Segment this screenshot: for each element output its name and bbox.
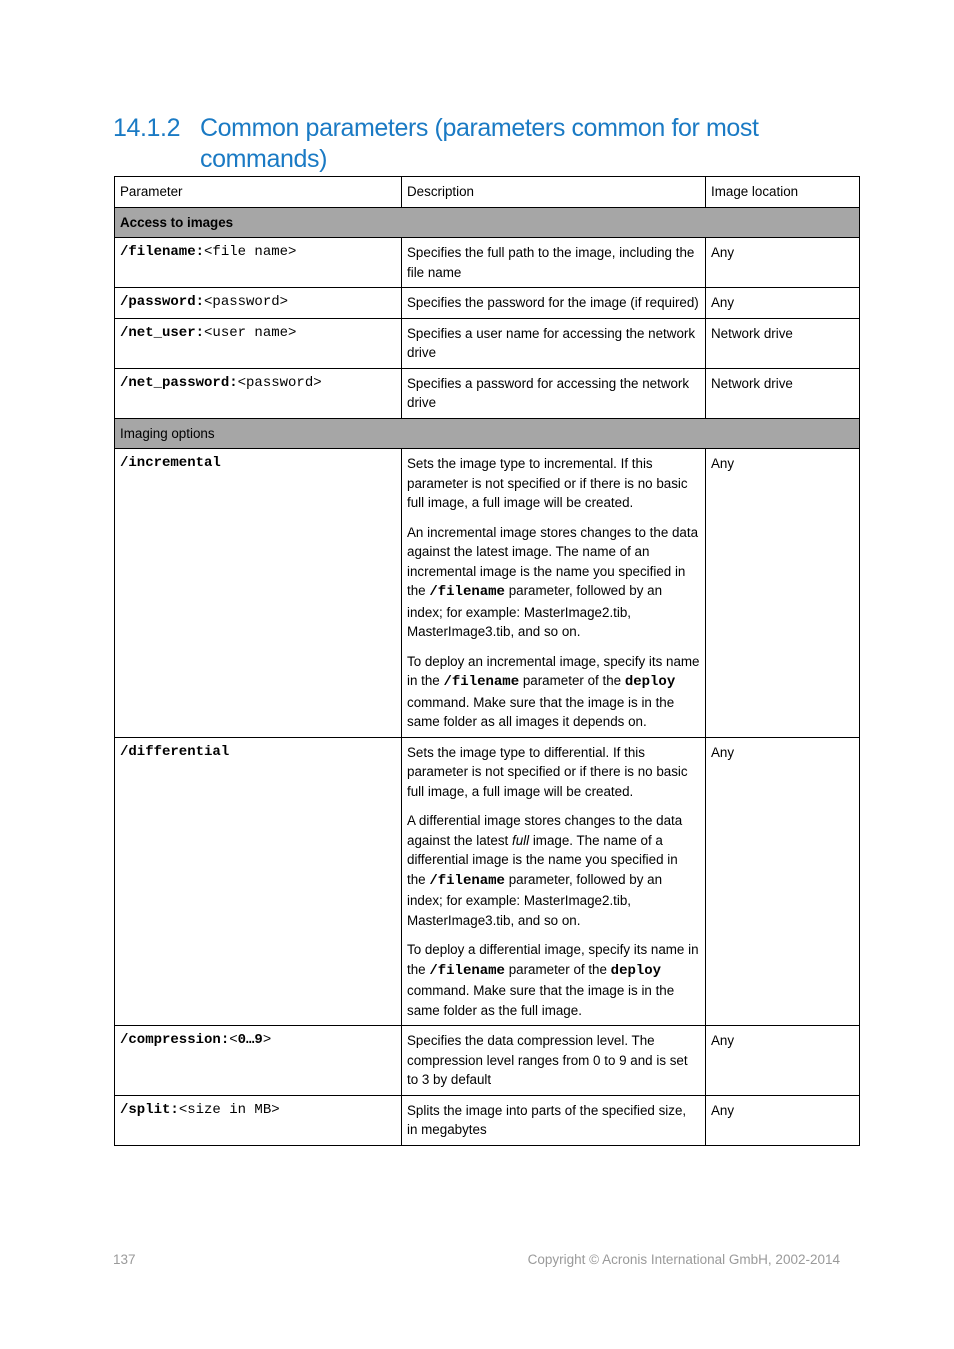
location-cell: Any: [706, 737, 860, 1026]
parameter-cell: /net_user:<user name>: [115, 318, 402, 368]
location-cell: Any: [706, 238, 860, 288]
table-row: [115, 1095, 860, 1145]
description-cell: Specifies a password for accessing the network drive: [402, 368, 706, 418]
parameter-cell: /net_password:<password>: [115, 368, 402, 418]
location-cell: Any: [706, 449, 860, 738]
section-row-access: [115, 207, 860, 238]
description-cell: Specifies a user name for accessing the network drive: [402, 318, 706, 368]
description-cell: Sets the image type to differential. If this parameter is not specified or if there is no basic full image, a full image will be created. A differential image stores changes to the data against the latest full image. The name of a differential image is the name you specified in the /filename parameter, followed by an index; for example: MasterImage2.tib, MasterImage3.tib, and so on. To deploy a differential image, specify its name in the /filename parameter of the deploy command. Make sure that the image is in the same folder as the full image.: [402, 737, 706, 1026]
parameter-cell: /filename:<file name>: [115, 238, 402, 288]
description-cell: Splits the image into parts of the specified size, in megabytes: [402, 1095, 706, 1145]
parameters-table: [114, 176, 860, 1146]
parameter-cell: /password:<password>: [115, 288, 402, 319]
location-cell: Any: [706, 1095, 860, 1145]
location-cell: Any: [706, 288, 860, 319]
page-number: 137: [113, 1252, 136, 1267]
description-cell: Specifies the data compression level. The compression level ranges from 0 to 9 and is set to 3 by default: [402, 1026, 706, 1096]
column-header-description: Description: [402, 177, 706, 208]
parameter-cell: /incremental: [115, 449, 402, 738]
section-number: 14.1.2: [113, 114, 181, 142]
location-cell: Network drive: [706, 368, 860, 418]
table-row: [115, 368, 860, 418]
location-cell: Network drive: [706, 318, 860, 368]
table-row: [115, 238, 860, 288]
table-header-row: [115, 177, 860, 208]
section-label: Imaging options: [115, 418, 860, 449]
copyright-notice: Copyright © Acronis International GmbH, 2002-2014: [527, 1252, 840, 1267]
description-cell: Specifies the password for the image (if required): [402, 288, 706, 319]
section-title: Common parameters (parameters common for most commands): [200, 114, 759, 173]
table-row: [115, 737, 860, 1026]
table-row: [115, 1026, 860, 1096]
parameter-cell: /split:<size in MB>: [115, 1095, 402, 1145]
location-cell: Any: [706, 1026, 860, 1096]
parameter-cell: /differential: [115, 737, 402, 1026]
section-label: Access to images: [115, 207, 860, 238]
column-header-image-location: Image location: [706, 177, 860, 208]
table-row: [115, 288, 860, 319]
description-cell: Specifies the full path to the image, including the file name: [402, 238, 706, 288]
table-row: [115, 449, 860, 738]
description-cell: Sets the image type to incremental. If this parameter is not specified or if there is no basic full image, a full image will be created. An incremental image stores changes to the data against the latest image. The name of an incremental image is the name you specified in the /filename parameter, followed by an index; for example: MasterImage2.tib, MasterImage3.tib, and so on. To deploy an incremental image, specify its name in the /filename parameter of the deploy command. Make sure that the image is in the same folder as all images it depends on.: [402, 449, 706, 738]
section-row-imaging-options: [115, 418, 860, 449]
table-row: [115, 318, 860, 368]
column-header-parameter: Parameter: [115, 177, 402, 208]
parameter-cell: /compression:<0…9>: [115, 1026, 402, 1096]
